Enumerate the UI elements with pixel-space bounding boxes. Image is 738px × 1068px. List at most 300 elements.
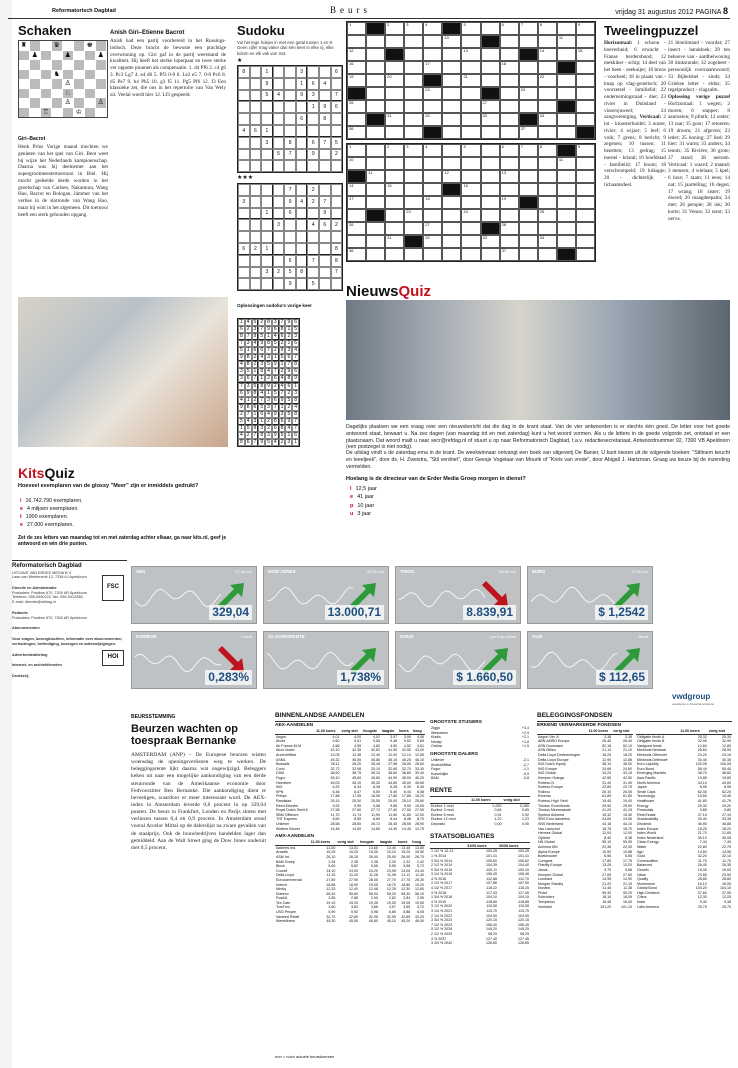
table-cell: 39,10 xyxy=(371,771,381,776)
crossword-cell xyxy=(500,235,519,248)
crossword-cell: 8 xyxy=(538,22,557,35)
sudoku-cell: 1 xyxy=(294,383,297,390)
table-cell: Euro Liquidity xyxy=(637,762,659,767)
table-cell: Schroders xyxy=(538,895,555,900)
crossword-cell xyxy=(576,170,595,183)
crossword-cell: 37 xyxy=(519,126,538,139)
table-cell: 11,70 xyxy=(330,812,340,817)
table-cell: 23,95 xyxy=(386,868,396,873)
table-row xyxy=(275,878,425,883)
table-cell: Mixfonds Offensief xyxy=(637,753,667,758)
crossword-cell xyxy=(557,48,576,61)
table-cell: 5,55 xyxy=(388,864,396,869)
table-cell: Obligatie fonds B xyxy=(637,739,665,744)
table-cell: 32,70 xyxy=(326,914,336,919)
sudoku-cell: 6 xyxy=(238,243,250,255)
crossword-cell xyxy=(538,196,557,209)
tile-sparkline xyxy=(399,654,485,671)
sudoku-cell: 9 xyxy=(284,278,296,290)
crossword-clues-1 xyxy=(604,40,666,260)
table-cell: 21,10 xyxy=(623,748,632,753)
schaken-match: Anish Giri–Etienne Bacrot xyxy=(110,30,185,36)
table-cell: 25,80 xyxy=(415,799,424,804)
table-cell: Technology xyxy=(637,794,656,799)
sudoku-cell: 4 xyxy=(280,375,284,382)
sudoku-cell: 6 xyxy=(260,347,264,354)
quiz-option xyxy=(20,514,83,522)
sudoku-cell: 1 xyxy=(261,208,273,220)
crossword-cell: 31 xyxy=(385,113,404,126)
table-cell: 115,50 xyxy=(486,904,498,909)
quiz-option xyxy=(20,498,83,506)
table-cell: 21,65 xyxy=(722,831,731,836)
table-header-cell: 11.00 koers xyxy=(470,798,502,803)
table-cell: 46,10 xyxy=(415,757,424,762)
sudoku-cell: 7 xyxy=(331,267,343,279)
sudoku-cell: 6 xyxy=(331,101,343,113)
table-cell: Euribor 6 mnd xyxy=(431,812,454,817)
crossword-cell xyxy=(366,222,385,235)
crossword-cell xyxy=(366,22,385,35)
sudoku-cell: 6 xyxy=(294,432,297,439)
table-cell: 7,40 xyxy=(724,840,731,845)
sudoku-cell: 3 xyxy=(238,196,250,208)
table-cell: 39,40 xyxy=(415,771,424,776)
chess-square xyxy=(74,60,84,70)
sudoku-cell: 9 xyxy=(284,196,296,208)
table-cell: 12,04 xyxy=(602,831,612,836)
tile-label: AEX xyxy=(136,569,146,574)
sudoku-cell: 6 xyxy=(287,354,291,361)
sudoku-cell xyxy=(296,160,308,172)
table-header-cell: 11.00 koers xyxy=(679,729,707,734)
table-cell: 12,48 xyxy=(368,887,378,892)
sudoku-cell: 1 xyxy=(287,326,291,333)
table-cell: 21,15 xyxy=(623,881,632,886)
colofon-line: Drukkerij xyxy=(12,674,29,679)
table-cell: 38,60 xyxy=(722,771,731,776)
crossword-cell xyxy=(423,170,442,183)
table-cell: 5,85 xyxy=(388,910,396,915)
sudoku-rating-hard: ★★★ xyxy=(237,175,254,181)
table-cell: Van Lanschot xyxy=(538,826,560,831)
sudoku-cell: 3 xyxy=(267,354,270,361)
table-cell: 17,75 xyxy=(623,858,632,863)
sudoku-cell: 3 xyxy=(267,404,270,411)
crossword-cell xyxy=(442,248,461,261)
sudoku-cell: 4 xyxy=(246,418,250,425)
table-cell: 46,20 xyxy=(415,776,424,781)
sudoku-cell: 3 xyxy=(294,390,297,397)
tile-time: 22:30 uur xyxy=(367,569,384,574)
table-cell: Energy xyxy=(637,803,649,808)
table-cell: 38,80 xyxy=(401,771,411,776)
table-cell: 9,85 xyxy=(390,803,398,808)
sudoku-cell: 4 xyxy=(307,219,319,231)
table-cell: 0,00 xyxy=(494,822,502,826)
table-header-cell: laagste xyxy=(379,840,397,845)
sudoku-cell: 8 xyxy=(280,326,284,333)
table-cell: 11,90 xyxy=(371,812,381,817)
sudoku-cell: 8 xyxy=(331,255,343,267)
sudoku-cell: 2 xyxy=(239,411,243,418)
vwd-tagline: excellence in financial solutions xyxy=(672,702,714,706)
table-cell: 12,90 xyxy=(602,757,612,762)
sudoku-cell xyxy=(273,137,285,149)
sudoku-cell: 8 xyxy=(239,439,243,446)
crossword-cell: 19 xyxy=(500,196,519,209)
tile-value: 0,283% xyxy=(205,670,252,685)
vwd-logo: vwdgroup xyxy=(672,692,711,701)
sudoku-cell: 5 xyxy=(253,383,257,390)
table-cell: 8,40 xyxy=(604,835,612,840)
sudoku-cell: 8 xyxy=(280,425,284,432)
crossword-cell xyxy=(576,196,595,209)
tile-value: $ 112,65 xyxy=(596,670,648,685)
table-cell: 45,03 xyxy=(330,780,340,785)
table-cell: 24,10 xyxy=(326,868,336,873)
crossword-cell xyxy=(500,100,519,113)
table-cell: 5,72 xyxy=(417,864,424,869)
table-cell: 27,75 xyxy=(401,877,411,882)
sudoku-cell xyxy=(296,125,308,137)
table-cell: 45,20 xyxy=(401,919,411,924)
crossword-cell xyxy=(500,183,519,196)
table-cell: Triodos Groenfonds xyxy=(538,803,570,808)
table-cell: 0,65 xyxy=(522,808,529,813)
quiz-option-text: 41 jaar xyxy=(357,494,374,501)
chess-square xyxy=(19,60,29,70)
kitsquiz-question: Hoeveel exemplaren van de glossy "Meer" zijn er inmiddels gedrukt? xyxy=(18,483,199,489)
table-cell: 61,85 xyxy=(602,794,612,799)
table-cell: 24,20 xyxy=(368,868,378,873)
table-cell: Momentum xyxy=(637,881,655,886)
table-cell: 26,10 xyxy=(326,854,336,859)
table-cell: 10,88 xyxy=(623,849,632,854)
chess-square xyxy=(96,60,106,70)
table-cell: 14,90 xyxy=(623,877,632,882)
sudoku-cell: 9 xyxy=(253,333,257,340)
crossword-cell xyxy=(500,157,519,170)
table-cell: 11,74 xyxy=(352,812,362,817)
table-cell: 28,72 xyxy=(371,821,381,826)
table-cell: 3,38 xyxy=(604,734,612,739)
sudoku-cell: 6 xyxy=(294,340,297,347)
crossword-cell xyxy=(404,183,423,196)
table-cell: 113,70 xyxy=(486,909,498,914)
crossword-cell xyxy=(442,183,461,196)
table-cell: 2,32 xyxy=(403,859,411,864)
crossword-cell xyxy=(538,100,557,113)
sudoku-cell: 7 xyxy=(319,196,331,208)
tile-label: GOUD xyxy=(400,634,414,639)
sudoku-cell xyxy=(238,184,250,196)
crossword-cell xyxy=(481,74,500,87)
table-cell: 24,00 xyxy=(349,868,359,873)
crossword-cell: 2 xyxy=(385,144,404,157)
sudoku-cell: 7 xyxy=(260,326,264,333)
crossword-grid-a xyxy=(346,21,596,140)
sudoku-cell: 1 xyxy=(280,361,284,368)
market-tile xyxy=(527,631,653,689)
table-cell: ArcelorMittal xyxy=(276,753,296,758)
sudoku-cell: 6 xyxy=(294,368,297,375)
table-cell: Euribor 1 mnd xyxy=(431,803,454,808)
table-cell: 17,85 xyxy=(401,794,411,799)
table-cell: +2,1 xyxy=(521,735,529,740)
sudoku-cell: 3 xyxy=(260,361,264,368)
table-cell: 14,55 xyxy=(722,849,731,854)
crossword-cell xyxy=(366,157,385,170)
crossword-cell xyxy=(519,48,538,61)
sudoku-cell: 4 xyxy=(253,340,257,347)
table-cell: 2 1/2 % 2014 xyxy=(431,863,453,868)
sudoku-cell xyxy=(250,66,262,78)
crossword-cell xyxy=(423,48,442,61)
kitsquiz-photo xyxy=(18,297,228,447)
sudoku-cell: 1 xyxy=(260,375,264,382)
sudoku-cell: 5 xyxy=(246,425,250,432)
crossword-cell: 25 xyxy=(538,209,557,222)
sudoku-cell: 6 xyxy=(273,397,277,404)
crossword-cell xyxy=(461,196,480,209)
sudoku-cell: 6 xyxy=(307,137,319,149)
sudoku-cell: 8 xyxy=(246,404,250,411)
crossword-cell xyxy=(442,235,461,248)
table-cell: 3 1/2 % 2020 xyxy=(431,904,453,909)
sudoku-cell: 4 xyxy=(287,425,291,432)
table-cell: 28,60 xyxy=(352,821,362,826)
sudoku-cell: 2 xyxy=(280,368,284,375)
sudoku-cell: 6 xyxy=(273,326,277,333)
table-cell: 11,20 xyxy=(349,873,359,878)
table-cell: 14,95 xyxy=(602,877,612,882)
table-cell: Index World xyxy=(637,831,657,836)
crossword-cell xyxy=(366,183,385,196)
table-cell: 4,52 xyxy=(403,743,411,748)
table-row xyxy=(275,827,425,832)
rente-title: RENTE xyxy=(430,787,530,797)
table-row xyxy=(430,744,530,749)
quiz-option-letter: e xyxy=(20,521,23,528)
table-cell: 9,40 xyxy=(699,900,707,905)
colofon-line: Abonnementen xyxy=(12,626,40,631)
clues-horizontal: 1 schoon - boeverheid; 6 erwacht - Franse herdersbond; 12 mekkiker - schip; 14 deel van het been - zeekuijer; 16 broos - voorheel; 18 in plaats van - knap op vlag-genetisch; 20 voorzetsel - familielid; 22 ondernemingsraad - dier; 23 rivier in Duitsland - vissersjuweel; 24 zangvereniging. xyxy=(604,40,666,121)
table-cell: 117,45 xyxy=(518,890,529,895)
quiz-option-letter: e xyxy=(350,494,354,501)
sudoku-cell: 2 xyxy=(287,390,291,397)
crossword-cell xyxy=(557,126,576,139)
table-cell: 4,50 xyxy=(390,743,398,748)
table-cell: 28,60 xyxy=(415,762,424,767)
table-cell: Morgan Stanley xyxy=(538,881,564,886)
sudoku-cell: 5 xyxy=(260,333,264,340)
sudoku-cell: 9 xyxy=(287,418,291,425)
crossword-cell: 17 xyxy=(423,61,442,74)
sudoku-cell: 4 xyxy=(273,333,277,340)
table-cell: 9,85 xyxy=(699,808,707,813)
crossword-cell xyxy=(442,157,461,170)
table-cell: 18,25 xyxy=(697,826,707,831)
sudoku-cell: 4 xyxy=(260,354,264,361)
sudoku-cell: 8 xyxy=(239,333,243,340)
table-row xyxy=(636,905,732,910)
sudoku-cell xyxy=(238,113,250,125)
table-cell: 6,30 xyxy=(403,785,411,790)
table-cell: 16,05 xyxy=(722,881,731,886)
table-cell: 26,70 xyxy=(415,854,424,859)
table-cell: 9,51 xyxy=(354,739,362,744)
table-cell: 32,98 xyxy=(352,766,362,771)
crossword-cell xyxy=(500,74,519,87)
table-cell: 14,60 xyxy=(371,826,381,831)
quiz-option xyxy=(350,510,377,518)
table-cell: 0,91 xyxy=(494,812,502,817)
table-cell: ASML xyxy=(276,757,286,762)
table-cell: 0,00 xyxy=(522,822,529,826)
table-cell: 24,40 xyxy=(415,868,424,873)
chess-square xyxy=(41,89,51,99)
table-cell: 12,80 xyxy=(722,743,731,748)
table-cell: 3,72 xyxy=(417,905,424,910)
sudoku-cell: 3 xyxy=(260,425,264,432)
table-cell: Mixfonds Neutraal xyxy=(637,748,666,753)
sudoku-cell: 1 xyxy=(294,439,297,446)
table-cell: 12,30 xyxy=(697,895,707,900)
table-cell: 5,92 xyxy=(351,910,359,915)
table-cell: 100,25 xyxy=(518,849,529,854)
table-cell: 27,98 xyxy=(388,762,398,767)
table-cell: 1,23 xyxy=(522,817,529,822)
table-cell: Ten Cate xyxy=(276,900,291,905)
tile-value: 1,738% xyxy=(337,670,384,685)
table-cell: 32,95 xyxy=(697,739,707,744)
sudoku-cell: 9 xyxy=(253,425,257,432)
table-cell: Crucell xyxy=(276,868,288,873)
tile-label: DOW JONES xyxy=(268,569,296,574)
sudoku-cell: 2 xyxy=(273,267,285,279)
crossword-cell xyxy=(461,126,480,139)
crossword-cell xyxy=(576,61,595,74)
crossword-cell xyxy=(385,61,404,74)
sudoku-cell xyxy=(296,184,308,196)
footer-note: nnn = noch actuele beurskoersen xyxy=(275,1054,335,1059)
table-cell: 156,45 xyxy=(518,922,529,927)
crossword-cell xyxy=(461,248,480,261)
table-cell: 19,20 xyxy=(349,900,359,905)
table-cell: 26,35 xyxy=(722,863,731,868)
sudoku-cell xyxy=(307,125,319,137)
chess-square xyxy=(85,60,95,70)
sudoku-cell xyxy=(307,208,319,220)
stijgers-table xyxy=(430,726,530,749)
table-cell: 15,30 xyxy=(623,812,632,817)
sudoku-cell xyxy=(284,231,296,243)
table-cell: 2 1/2 % 2033 xyxy=(431,932,453,936)
crossword-cell xyxy=(557,222,576,235)
chess-square xyxy=(30,79,40,89)
table-header-cell: hoog xyxy=(412,729,425,734)
table-cell: 25,15 xyxy=(330,799,340,804)
table-cell: 11,40 xyxy=(415,873,424,878)
table-cell: -2,1 xyxy=(522,757,529,762)
table-cell: 100,25 xyxy=(486,849,498,854)
crossword-cell xyxy=(423,74,442,87)
quiz-option-text: 16.742.790 exemplaren. xyxy=(25,498,83,504)
table-cell: 26,10 xyxy=(602,789,612,794)
colofon-line: Laan van Westenenk 12, 7336 AJ Apeldoorn xyxy=(12,575,87,580)
chess-square xyxy=(85,89,95,99)
sudoku-cell: 5 xyxy=(253,319,257,326)
table-cell: 52,18 xyxy=(602,743,612,748)
chess-square xyxy=(52,60,62,70)
table-cell: 33,10 xyxy=(371,766,381,771)
crossword-cell xyxy=(519,209,538,222)
sudoku-cell xyxy=(238,137,250,149)
table-cell: Real Estate xyxy=(637,812,656,817)
dalers-title: GROOTSTE DALERS xyxy=(430,751,478,757)
sudoku-cell xyxy=(273,101,285,113)
crossword-cell xyxy=(538,87,557,100)
table-header-cell: 11.00 koers xyxy=(315,729,340,734)
colofon-line: Directie en Administratie xyxy=(12,585,57,590)
table-cell: 4,00 xyxy=(354,734,362,739)
table-cell: 4 % 2016 xyxy=(431,876,447,881)
table-cell: 6,45 xyxy=(417,785,424,790)
sudoku-cell xyxy=(273,208,285,220)
table-cell: 32,65 xyxy=(401,914,411,919)
sudoku-cell xyxy=(296,278,308,290)
table-row xyxy=(537,905,633,910)
crossword-cell xyxy=(519,113,538,126)
table-cell: Fidelity Europe xyxy=(538,863,562,868)
table-cell: Nedap xyxy=(431,739,442,744)
table-cell: Obligatie fonds A xyxy=(637,734,665,739)
sudoku-cell: 6 xyxy=(239,326,243,333)
quiz-option xyxy=(20,506,83,514)
sudoku-cell: 5 xyxy=(284,267,296,279)
table-cell: 41,80 xyxy=(697,799,707,804)
table-cell: Balanced xyxy=(637,863,652,868)
sudoku-cell: 7 xyxy=(273,404,277,411)
table-header-cell: vorig slot xyxy=(708,729,732,734)
sudoku-cell: 8 xyxy=(287,375,291,382)
table-cell: 9,52 xyxy=(403,739,411,744)
crossword-cell xyxy=(481,183,500,196)
table-cell: 55,30 xyxy=(401,891,411,896)
table-cell: Emerging Markets xyxy=(637,771,667,776)
crossword-cell xyxy=(481,196,500,209)
table-cell: Akzo Nobel xyxy=(276,748,295,753)
chess-square xyxy=(19,51,29,61)
sudoku-cell xyxy=(307,243,319,255)
sudoku-cell: 7 xyxy=(280,319,284,326)
table-cell: 6,55 xyxy=(604,854,612,859)
chess-square xyxy=(19,98,29,108)
sudoku-cell: 5 xyxy=(273,340,277,347)
sudoku-cell: 5 xyxy=(239,418,243,425)
crossword-cell xyxy=(366,74,385,87)
table-cell: 33,30 xyxy=(415,766,424,771)
table-cell: 33,40 xyxy=(697,817,707,822)
sudoku-cell: 3 xyxy=(239,368,243,375)
sudoku-cell xyxy=(261,219,273,231)
table-cell: 15,20 xyxy=(401,850,411,855)
table-cell: 14,45 xyxy=(401,826,411,831)
table-cell: 11,12 xyxy=(401,873,411,878)
table-cell: 27,15 xyxy=(697,812,707,817)
crossword-cell xyxy=(576,222,595,235)
